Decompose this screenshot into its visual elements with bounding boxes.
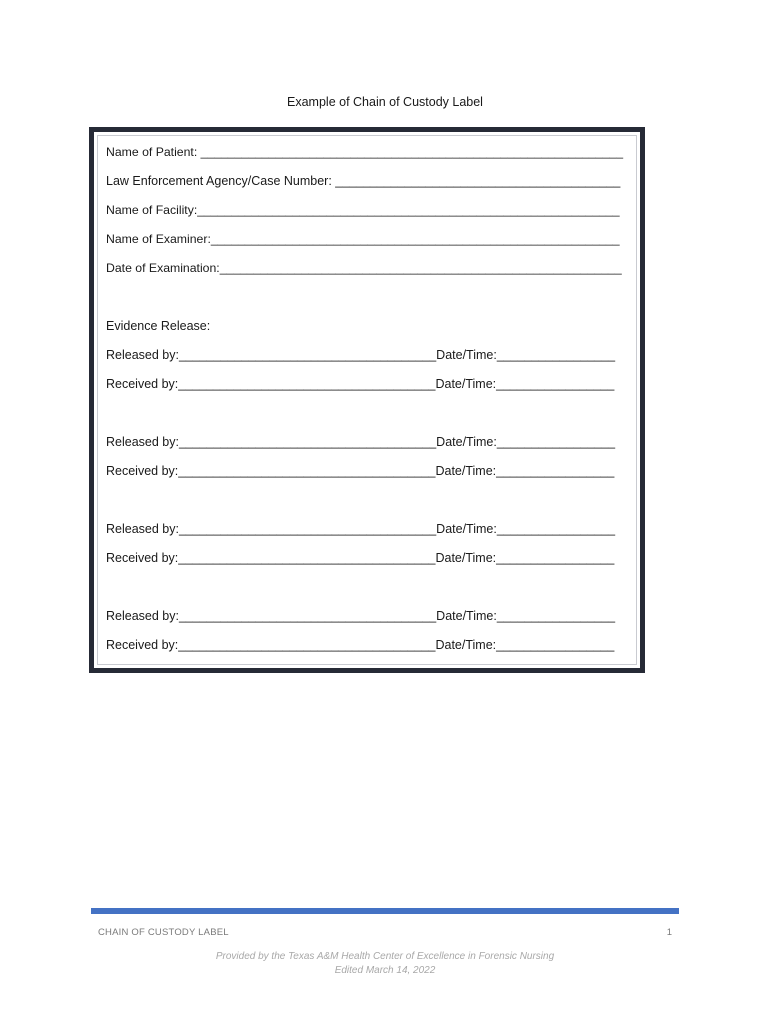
provided-by-note: Provided by the Texas A&M Health Center of Excellence in Forensic Nursing — [215, 951, 555, 962]
footer-divider — [91, 908, 679, 914]
examiner-name-field[interactable]: Name of Examiner:____________________________________________________________ — [106, 232, 620, 246]
released-by-field[interactable]: Released by:_____________________________________Date/Time:_________________ — [106, 522, 616, 536]
released-by-field[interactable]: Released by:_____________________________________Date/Time:_________________ — [106, 609, 616, 623]
custody-label-box — [89, 127, 645, 673]
received-by-field[interactable]: Received by:_____________________________________Date/Time:_________________ — [106, 377, 615, 391]
released-by-field[interactable]: Released by:_____________________________________Date/Time:_________________ — [106, 435, 616, 449]
edited-date-note: Edited March 14, 2022 — [334, 965, 436, 976]
received-by-field[interactable]: Received by:_____________________________________Date/Time:_________________ — [106, 638, 615, 652]
received-by-field[interactable]: Received by:_____________________________________Date/Time:_________________ — [106, 551, 615, 565]
evidence-release-heading: Evidence Release: — [106, 319, 211, 333]
patient-name-field[interactable]: Name of Patient: ______________________________________________________________ — [106, 145, 624, 159]
agency-case-number-field[interactable]: Law Enforcement Agency/Case Number: _________________________________________ — [106, 174, 621, 188]
facility-name-field[interactable]: Name of Facility:______________________________________________________________ — [106, 203, 620, 217]
page-title: Example of Chain of Custody Label — [287, 95, 483, 109]
examination-date-field[interactable]: Date of Examination:___________________________________________________________ — [106, 261, 622, 275]
released-by-field[interactable]: Released by:_____________________________________Date/Time:_________________ — [106, 348, 616, 362]
footer-section-title: CHAIN OF CUSTODY LABEL — [98, 927, 229, 938]
page-number: 1 — [666, 927, 672, 938]
received-by-field[interactable]: Received by:_____________________________________Date/Time:_________________ — [106, 464, 615, 478]
